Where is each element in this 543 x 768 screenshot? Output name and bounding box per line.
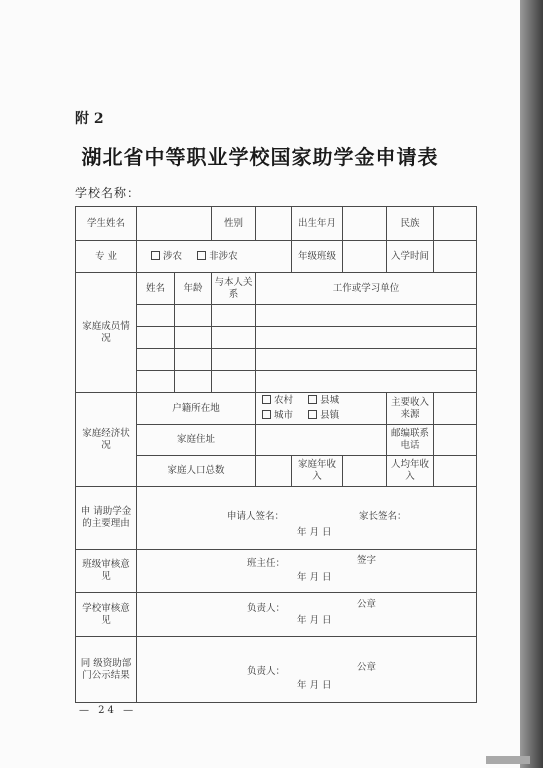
family-row bbox=[76, 305, 477, 327]
town-checkbox[interactable] bbox=[308, 410, 317, 419]
dept-result-field[interactable] bbox=[137, 637, 477, 703]
family-members-label: 家庭成员情 况 bbox=[76, 273, 137, 393]
col-work-header: 工作或学习单位 bbox=[256, 273, 477, 305]
ethnicity-label: 民族 bbox=[387, 207, 434, 241]
rural-checkbox[interactable] bbox=[262, 395, 271, 404]
family-cell[interactable] bbox=[137, 349, 175, 371]
application-form bbox=[75, 206, 477, 703]
family-row bbox=[76, 327, 477, 349]
non-agri-checkbox[interactable] bbox=[197, 251, 206, 260]
seal-label: 公章 bbox=[357, 599, 377, 610]
person-in-charge-label: 负责人： bbox=[247, 603, 286, 614]
reason-field[interactable] bbox=[137, 487, 477, 550]
family-cell[interactable] bbox=[137, 371, 175, 393]
agri-checkbox[interactable] bbox=[151, 251, 160, 260]
town-label: 县镇 bbox=[320, 409, 340, 421]
family-cell[interactable] bbox=[212, 327, 256, 349]
family-cell[interactable] bbox=[212, 305, 256, 327]
family-row bbox=[76, 371, 477, 393]
teacher-label: 班主任： bbox=[247, 558, 286, 569]
city-checkbox[interactable] bbox=[262, 410, 271, 419]
rural-label: 农村 bbox=[274, 395, 294, 407]
signature-label: 签字 bbox=[357, 555, 377, 566]
family-income-field[interactable] bbox=[343, 456, 387, 487]
applicant-signature: 申请人签名： bbox=[227, 511, 285, 522]
income-source-field[interactable] bbox=[434, 393, 477, 425]
non-agri-label: 非涉农 bbox=[209, 250, 238, 262]
class-date: 年 月 日 bbox=[297, 572, 332, 583]
family-cell[interactable] bbox=[175, 349, 212, 371]
parent-signature: 家长签名： bbox=[359, 511, 407, 522]
household-reg-label: 户籍所在地 bbox=[137, 393, 256, 425]
family-cell[interactable] bbox=[212, 371, 256, 393]
dept-seal-label: 公章 bbox=[357, 662, 377, 673]
major-options bbox=[137, 241, 292, 273]
household-options bbox=[256, 393, 387, 425]
birth-label: 出生年月 bbox=[292, 207, 343, 241]
col-name-header: 姓名 bbox=[137, 273, 175, 305]
county-checkbox[interactable] bbox=[308, 395, 317, 404]
family-income-label: 家庭年收入 bbox=[292, 456, 343, 487]
major-label: 专 业 bbox=[76, 241, 137, 273]
watermark bbox=[486, 756, 530, 764]
col-age-header: 年龄 bbox=[175, 273, 212, 305]
school-name-label: 学校名称： bbox=[75, 186, 141, 200]
agri-label: 涉农 bbox=[163, 250, 183, 262]
student-name-field[interactable] bbox=[137, 207, 212, 241]
city-label: 城市 bbox=[274, 409, 294, 421]
income-source-label: 主要收入来源 bbox=[387, 393, 434, 425]
family-cell[interactable] bbox=[137, 327, 175, 349]
family-cell[interactable] bbox=[175, 305, 212, 327]
family-cell[interactable] bbox=[256, 349, 477, 371]
family-cell[interactable] bbox=[256, 371, 477, 393]
dept-result-label: 同 级资助部门公示结果 bbox=[76, 637, 137, 703]
scan-edge bbox=[520, 0, 543, 768]
school-opinion-field[interactable] bbox=[137, 593, 477, 637]
class-opinion-label: 班级审核意见 bbox=[76, 550, 137, 593]
per-capita-field[interactable] bbox=[434, 456, 477, 487]
col-relation-header: 与本人关系 bbox=[212, 273, 256, 305]
school-date: 年 月 日 bbox=[297, 615, 332, 626]
grade-class-label: 年级班级 bbox=[292, 241, 343, 273]
postcode-phone-label: 邮编联系电话 bbox=[387, 425, 434, 456]
address-label: 家庭住址 bbox=[137, 425, 256, 456]
birth-field[interactable] bbox=[343, 207, 387, 241]
dept-person-label: 负责人： bbox=[247, 666, 286, 677]
family-cell[interactable] bbox=[137, 305, 175, 327]
form-title: 湖北省中等职业学校国家助学金申请表 bbox=[81, 145, 439, 169]
school-opinion-label: 学校审核意见 bbox=[76, 593, 137, 637]
grade-class-field[interactable] bbox=[343, 241, 387, 273]
population-field[interactable] bbox=[256, 456, 292, 487]
family-cell[interactable] bbox=[256, 327, 477, 349]
reason-label: 申 请助学金的主要理由 bbox=[76, 487, 137, 550]
address-field[interactable] bbox=[256, 425, 387, 456]
family-cell[interactable] bbox=[212, 349, 256, 371]
economic-label: 家庭经济状 况 bbox=[76, 393, 137, 487]
population-label: 家庭人口总数 bbox=[137, 456, 256, 487]
ethnicity-field[interactable] bbox=[434, 207, 477, 241]
page-number: — 24 — bbox=[79, 705, 137, 716]
attachment-label: 附 2 bbox=[75, 111, 104, 127]
enroll-time-field[interactable] bbox=[434, 241, 477, 273]
county-label: 县城 bbox=[320, 395, 340, 407]
family-cell[interactable] bbox=[175, 371, 212, 393]
gender-label: 性别 bbox=[212, 207, 256, 241]
per-capita-label: 人均年收入 bbox=[387, 456, 434, 487]
student-name-label: 学生姓名 bbox=[76, 207, 137, 241]
family-cell[interactable] bbox=[256, 305, 477, 327]
enroll-time-label: 入学时间 bbox=[387, 241, 434, 273]
gender-field[interactable] bbox=[256, 207, 292, 241]
class-opinion-field[interactable] bbox=[137, 550, 477, 593]
dept-date: 年 月 日 bbox=[297, 680, 332, 691]
family-cell[interactable] bbox=[175, 327, 212, 349]
family-row bbox=[76, 349, 477, 371]
postcode-phone-field[interactable] bbox=[434, 425, 477, 456]
reason-date: 年 月 日 bbox=[297, 527, 332, 538]
